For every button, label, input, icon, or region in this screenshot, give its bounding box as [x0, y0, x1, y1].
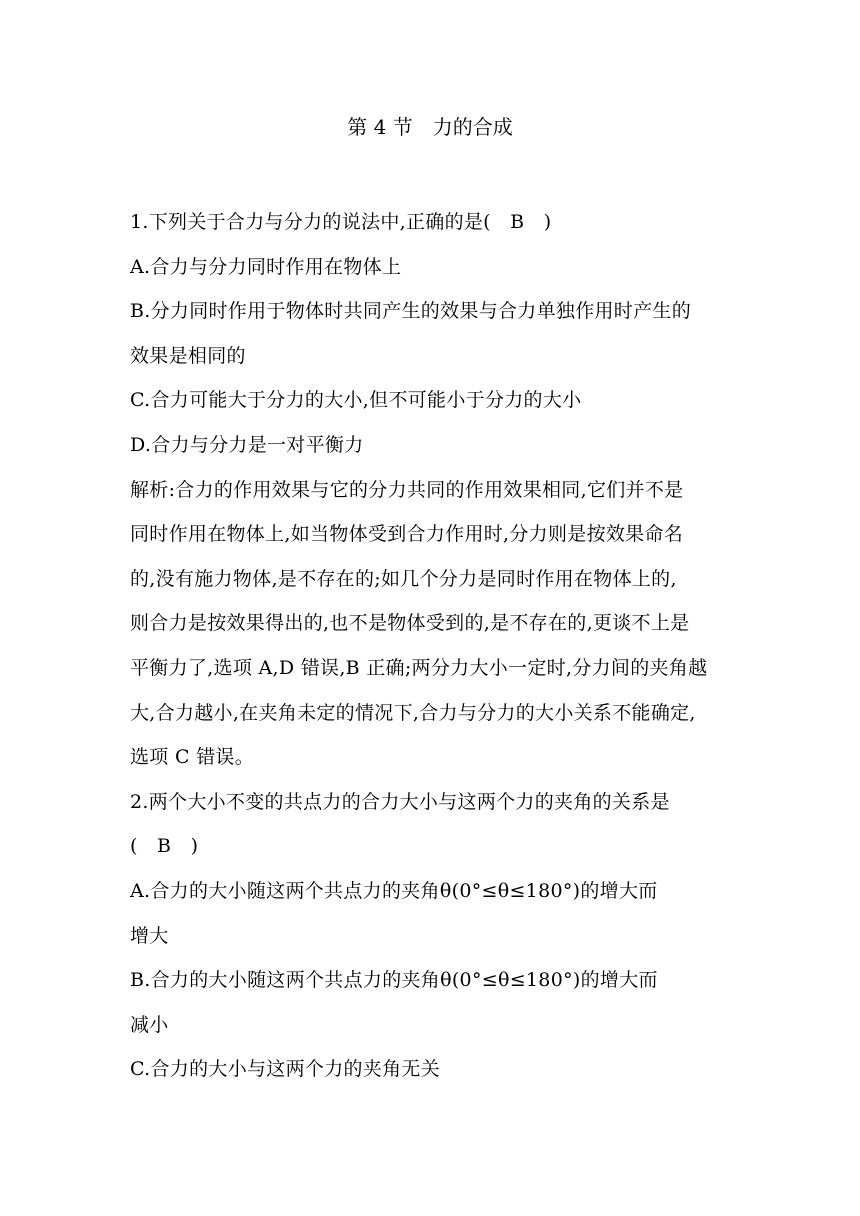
section-title: 第 4 节 力的合成	[347, 115, 513, 139]
question-2-stem: 2.两个大小不变的共点力的合力大小与这两个力的夹角的关系是	[130, 790, 670, 813]
question-1-analysis: 平衡力了,选项 A,D 错误,B 正确;两分力大小一定时,分力间的夹角越	[130, 656, 708, 679]
question-1-analysis: 大,合力越小,在夹角未定的情况下,合力与分力的大小关系不能确定,	[130, 701, 696, 724]
question-2-option-b: B.合力的大小随这两个共点力的夹角θ(0°≤θ≤180°)的增大而	[130, 969, 658, 992]
question-1-analysis: 的,没有施力物体,是不存在的;如几个分力是同时作用在物体上的,	[130, 567, 677, 590]
question-1-option-d: D.合力与分力是一对平衡力	[130, 433, 364, 456]
question-content	[130, 200, 740, 1092]
question-1-option-b-cont: 效果是相同的	[130, 344, 246, 367]
question-1-analysis: 解析:合力的作用效果与它的分力共同的作用效果相同,它们并不是	[130, 478, 684, 501]
question-2-option-b-cont: 减小	[130, 1013, 169, 1036]
question-1-stem: 1.下列关于合力与分力的说法中,正确的是( B )	[130, 211, 552, 233]
question-1-analysis: 同时作用在物体上,如当物体受到合力作用时,分力则是按效果命名	[130, 523, 684, 546]
question-1-option-b: B.分力同时作用于物体时共同产生的效果与合力单独作用时产生的	[130, 300, 692, 323]
question-1-analysis: 则合力是按效果得出的,也不是物体受到的,是不存在的,更谈不上是	[130, 612, 690, 635]
question-2-option-a-cont: 增大	[130, 924, 169, 947]
question-2-option-c: C.合力的大小与这两个力的夹角无关	[130, 1058, 441, 1081]
question-1-option-a: A.合力与分力同时作用在物体上	[130, 255, 402, 278]
question-2-answer: ( B )	[130, 835, 199, 858]
question-1-analysis: 选项 C 错误。	[130, 746, 255, 769]
question-2-option-a: A.合力的大小随这两个共点力的夹角θ(0°≤θ≤180°)的增大而	[130, 879, 658, 902]
question-1-option-c: C.合力可能大于分力的大小,但不可能小于分力的大小	[130, 389, 582, 412]
